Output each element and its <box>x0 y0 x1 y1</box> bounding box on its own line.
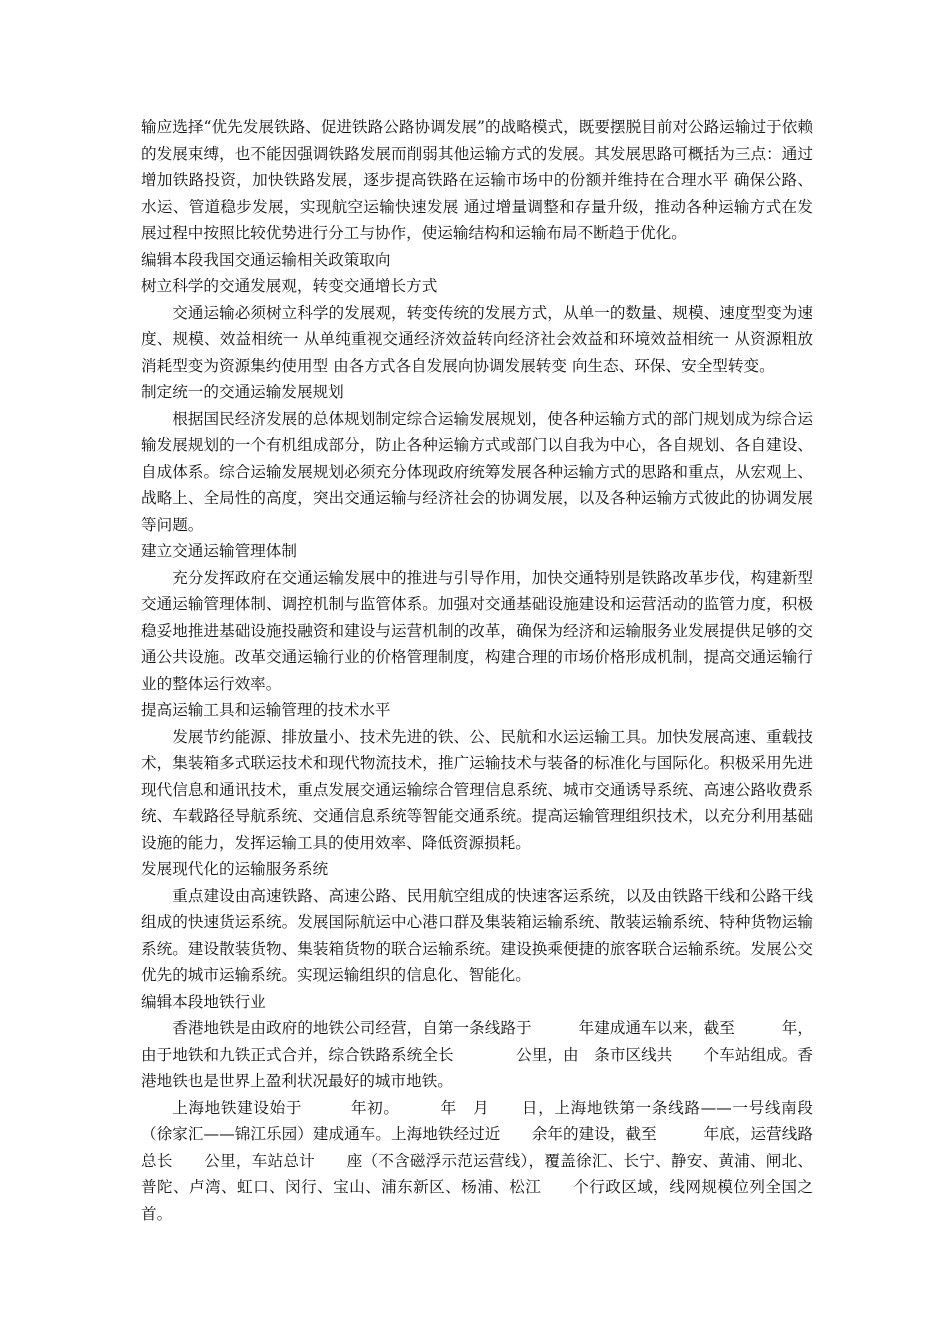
section-heading-policy: 编辑本段我国交通运输相关政策取向 <box>141 250 391 269</box>
paragraph-railway-strategy: 输应选择“优先发展铁路、促进铁路公路协调发展”的战略模式，既要摆脱目前对公路运输过于依赖的发展束缚，也不能因强调铁路发展而削弱其他运输方式的发展。其发展思路可概括为三点：通过增加铁路投资，加快铁路发展，逐步提高铁路在运输市场中的份额并维持在合理水平 确保公路、水运、管道稳步发展，实现航空运输快速发展 通过增量调整和存量升级，推动各种运输方式在发展过程中按照比较优势进行分工与协作，使运输结构和运输布局不断趋于优化。 <box>141 118 813 242</box>
subheading-unified-planning: 制定统一的交通运输发展规划 <box>141 383 344 401</box>
paragraph-scientific-development: 交通运输必须树立科学的发展观，转变传统的发展方式，从单一的数量、规模、速度型变为速度、规模、效益相统一 从单纯重视交通经济效益转向经济社会效益和环境效益相统一 从资源粗放消耗型变为资源集约使用型 由各方式各自发展向协调发展转变 向生态、环保、安全型转变。 <box>141 303 813 375</box>
paragraph-hongkong-metro: 香港地铁是由政府的地铁公司经营，自第一条线路于 年建成通车以来，截至 年，由于地铁和九铁正式合并，综合铁路系统全长 公里，由 条市区线共 个车站组成。香港地铁也是世界上盈利状况最好的城市地铁。 <box>141 1019 813 1090</box>
subheading-management-system: 建立交通运输管理体制 <box>141 542 297 560</box>
document-body <box>141 114 813 1227</box>
subheading-technology-level: 提高运输工具和运输管理的技术水平 <box>141 701 391 719</box>
paragraph-service-system: 重点建设由高速铁路、高速公路、民用航空组成的快速客运系统，以及由铁路干线和公路干线组成的快速货运系统。发展国际航运中心港口群及集装箱运输系统、散装运输系统、特种货物运输系统。建设散装货物、集装箱货物的联合运输系统。建设换乘便捷的旅客联合运输系统。发展公交优先的城市运输系统。实现运输组织的信息化、智能化。 <box>141 886 813 984</box>
subheading-service-system: 发展现代化的运输服务系统 <box>141 860 329 878</box>
subheading-scientific-development: 树立科学的交通发展观，转变交通增长方式 <box>141 277 438 295</box>
paragraph-management-system: 充分发挥政府在交通运输发展中的推进与引导作用，加快交通特别是铁路改革步伐，构建新型交通运输管理体制、调控机制与监管体系。加强对交通基础设施建设和运营活动的监管力度，积极稳妥地推进基础设施投融资和建设与运营机制的改革，确保为经济和运输服务业发展提供足够的交通公共设施。改革交通运输行业的价格管理制度，构建合理的市场价格形成机制，提高交通运输行业的整体运行效率。 <box>141 568 813 693</box>
paragraph-technology-level: 发展节约能源、排放量小、技术先进的铁、公、民航和水运运输工具。加快发展高速、重载技术，集装箱多式联运技术和现代物流技术，推广运输技术与装备的标准化与国际化。积极采用先进现代信息和通讯技术，重点发展交通运输综合管理信息系统、城市交通诱导系统、高速公路收费系统、车载路径导航系统、交通信息系统等智能交通系统。提高运输管理组织技术，以充分利用基础设施的能力，发挥运输工具的使用效率、降低资源损耗。 <box>141 727 813 852</box>
paragraph-shanghai-metro: 上海地铁建设始于 年初。 年 月 日，上海地铁第一条线路——一号线南段（徐家汇——锦江乐园）建成通车。上海地铁经过近 余年的建设，截至 年底，运营线路总长 公里，车站总计 座（不含磁浮示范运营线），覆盖徐汇、长宁、静安、黄浦、闸北、普陀、卢湾、虹口、闵行、宝山、浦东新区、杨浦、松江 个行政区域，线网规模位列全国之首。 <box>141 1098 813 1223</box>
paragraph-unified-planning: 根据国民经济发展的总体规划制定综合运输发展规划，使各种运输方式的部门规划成为综合运输发展规划的一个有机组成部分，防止各种运输方式或部门以自我为中心，各自规划、各自建设、自成体系。综合运输发展规划必须充分体现政府统筹发展各种运输方式的思路和重点，从宏观上、战略上、全局性的高度，突出交通运输与经济社会的协调发展，以及各种运输方式彼此的协调发展等问题。 <box>141 409 813 534</box>
section-heading-metro: 编辑本段地铁行业 <box>141 992 266 1011</box>
